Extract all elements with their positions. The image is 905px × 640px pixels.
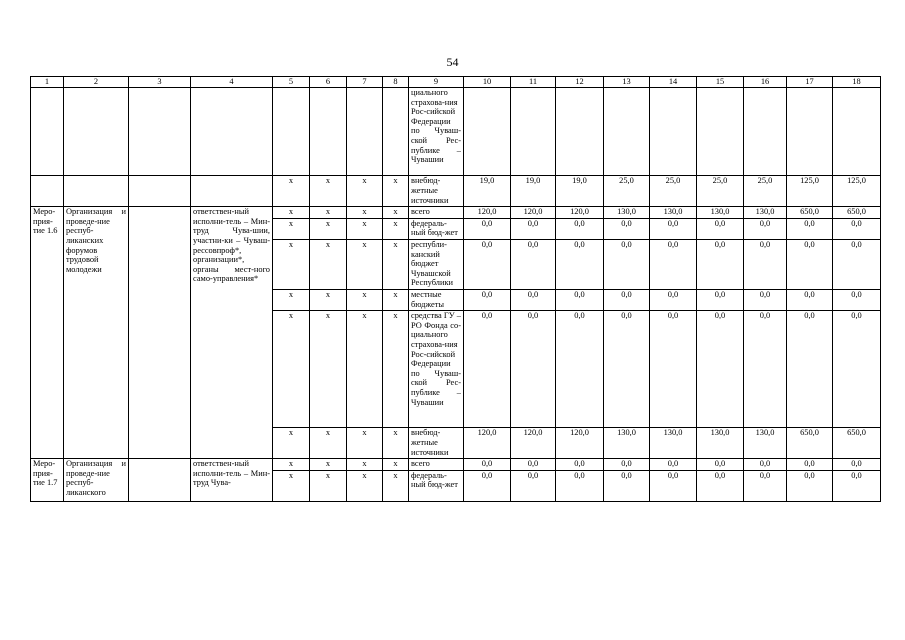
funding-source-cell: всего — [409, 459, 464, 471]
value-cell: 0,0 — [833, 459, 881, 471]
value-cell: 0,0 — [650, 470, 697, 501]
empty-cell — [464, 88, 511, 176]
value-cell: 0,0 — [464, 470, 511, 501]
value-cell: 0,0 — [604, 239, 650, 289]
x-mark-cell: x — [383, 289, 409, 310]
value-cell: 130,0 — [697, 428, 744, 459]
value-cell: 25,0 — [744, 176, 787, 207]
x-mark-cell: x — [347, 176, 383, 207]
event-id-cell: Меро-прия-тие 1.6 — [31, 207, 64, 459]
x-mark-cell: x — [310, 428, 347, 459]
page-number: 54 — [446, 55, 459, 69]
empty-cell — [650, 88, 697, 176]
value-cell: 0,0 — [604, 218, 650, 239]
empty-cell — [833, 88, 881, 176]
value-cell: 0,0 — [787, 218, 833, 239]
value-cell: 0,0 — [744, 218, 787, 239]
header-cell-4: 4 — [191, 77, 273, 88]
value-cell: 0,0 — [556, 311, 604, 428]
x-mark-cell: x — [347, 218, 383, 239]
value-cell: 0,0 — [464, 239, 511, 289]
header-cell-5: 5 — [273, 77, 310, 88]
budget-table — [30, 76, 881, 502]
value-cell: 0,0 — [604, 470, 650, 501]
value-cell: 0,0 — [556, 218, 604, 239]
header-cell-12: 12 — [556, 77, 604, 88]
value-cell: 0,0 — [744, 459, 787, 471]
value-cell: 0,0 — [787, 470, 833, 501]
value-cell: 25,0 — [604, 176, 650, 207]
value-cell: 0,0 — [833, 218, 881, 239]
value-cell: 650,0 — [833, 207, 881, 219]
header-cell-14: 14 — [650, 77, 697, 88]
value-cell: 0,0 — [511, 311, 556, 428]
value-cell: 120,0 — [464, 428, 511, 459]
empty-cell — [787, 88, 833, 176]
value-cell: 130,0 — [650, 207, 697, 219]
value-cell: 120,0 — [511, 207, 556, 219]
value-cell: 0,0 — [833, 470, 881, 501]
funding-source-cell: федераль-ный бюд-жет — [409, 218, 464, 239]
x-mark-cell: x — [383, 218, 409, 239]
value-cell: 0,0 — [697, 470, 744, 501]
event-id-cell: Меро-прия-тие 1.7 — [31, 459, 64, 501]
header-cell-18: 18 — [833, 77, 881, 88]
value-cell: 19,0 — [556, 176, 604, 207]
x-mark-cell: x — [310, 207, 347, 219]
x-mark-cell: x — [273, 459, 310, 471]
table-row — [31, 207, 881, 219]
value-cell: 0,0 — [604, 289, 650, 310]
table-row — [31, 88, 881, 176]
empty-cell — [347, 88, 383, 176]
value-cell: 130,0 — [604, 207, 650, 219]
header-cell-2: 2 — [64, 77, 129, 88]
value-cell: 0,0 — [697, 218, 744, 239]
value-cell: 0,0 — [833, 311, 881, 428]
x-mark-cell: x — [347, 428, 383, 459]
x-mark-cell: x — [310, 218, 347, 239]
value-cell: 19,0 — [464, 176, 511, 207]
value-cell: 130,0 — [604, 428, 650, 459]
empty-cell — [129, 88, 191, 176]
empty-cell — [697, 88, 744, 176]
value-cell: 0,0 — [650, 289, 697, 310]
value-cell: 0,0 — [556, 470, 604, 501]
value-cell: 25,0 — [697, 176, 744, 207]
value-cell: 0,0 — [650, 311, 697, 428]
value-cell: 0,0 — [604, 459, 650, 471]
empty-cell — [273, 88, 310, 176]
x-mark-cell: x — [273, 176, 310, 207]
value-cell: 130,0 — [744, 207, 787, 219]
empty-cell — [129, 207, 191, 459]
header-cell-7: 7 — [347, 77, 383, 88]
empty-cell — [556, 88, 604, 176]
value-cell: 0,0 — [511, 289, 556, 310]
value-cell: 0,0 — [833, 239, 881, 289]
x-mark-cell: x — [347, 459, 383, 471]
event-title-cell: Организация и проведе-ние респуб-ликанских форумов трудовой молодежи — [64, 207, 129, 459]
value-cell: 650,0 — [787, 428, 833, 459]
x-mark-cell: x — [347, 470, 383, 501]
empty-cell — [31, 176, 64, 207]
value-cell: 0,0 — [556, 289, 604, 310]
empty-cell — [129, 176, 191, 207]
value-cell: 0,0 — [697, 311, 744, 428]
header-cell-3: 3 — [129, 77, 191, 88]
empty-cell — [511, 88, 556, 176]
value-cell: 25,0 — [650, 176, 697, 207]
empty-cell — [604, 88, 650, 176]
x-mark-cell: x — [383, 176, 409, 207]
value-cell: 0,0 — [787, 289, 833, 310]
value-cell: 0,0 — [556, 459, 604, 471]
value-cell: 0,0 — [511, 218, 556, 239]
event-title-cell: Организация и проведе-ние респуб-ликанского — [64, 459, 129, 501]
x-mark-cell: x — [383, 239, 409, 289]
table-row — [31, 176, 881, 207]
x-mark-cell: x — [347, 207, 383, 219]
header-cell-1: 1 — [31, 77, 64, 88]
value-cell: 130,0 — [744, 428, 787, 459]
value-cell: 0,0 — [744, 289, 787, 310]
executor-cell: ответствен-ный исполни-тель – Мин-труд Чува-шии, участни-ки – Чуваш-рессовпроф*, организации*, органы мест-ного само-управления* — [191, 207, 273, 459]
empty-cell — [129, 459, 191, 501]
x-mark-cell: x — [383, 207, 409, 219]
value-cell: 120,0 — [556, 428, 604, 459]
executor-cell: ответствен-ный исполни-тель – Мин-труд Чува- — [191, 459, 273, 501]
header-cell-13: 13 — [604, 77, 650, 88]
funding-source-cell: внебюд-жетные источники — [409, 176, 464, 207]
header-cell-16: 16 — [744, 77, 787, 88]
value-cell: 650,0 — [787, 207, 833, 219]
empty-cell — [744, 88, 787, 176]
x-mark-cell: x — [273, 311, 310, 428]
value-cell: 0,0 — [464, 289, 511, 310]
value-cell: 650,0 — [833, 428, 881, 459]
x-mark-cell: x — [310, 459, 347, 471]
value-cell: 0,0 — [464, 218, 511, 239]
value-cell: 0,0 — [744, 470, 787, 501]
value-cell: 0,0 — [787, 239, 833, 289]
x-mark-cell: x — [383, 470, 409, 501]
x-mark-cell: x — [273, 470, 310, 501]
value-cell: 130,0 — [697, 207, 744, 219]
x-mark-cell: x — [310, 239, 347, 289]
value-cell: 0,0 — [511, 470, 556, 501]
empty-cell — [64, 88, 129, 176]
value-cell: 0,0 — [697, 289, 744, 310]
x-mark-cell: x — [347, 311, 383, 428]
funding-source-cell: циального страхова-ния Рос-сийской Федерации по Чуваш-ской Рес-публике – Чувашии — [409, 88, 464, 176]
header-cell-17: 17 — [787, 77, 833, 88]
value-cell: 120,0 — [511, 428, 556, 459]
x-mark-cell: x — [347, 289, 383, 310]
value-cell: 0,0 — [744, 239, 787, 289]
value-cell: 0,0 — [604, 311, 650, 428]
value-cell: 0,0 — [464, 459, 511, 471]
value-cell: 0,0 — [744, 311, 787, 428]
header-cell-15: 15 — [697, 77, 744, 88]
table-row — [31, 459, 881, 471]
value-cell: 0,0 — [650, 239, 697, 289]
value-cell: 130,0 — [650, 428, 697, 459]
empty-cell — [64, 176, 129, 207]
x-mark-cell: x — [310, 311, 347, 428]
x-mark-cell: x — [310, 176, 347, 207]
header-cell-6: 6 — [310, 77, 347, 88]
funding-source-cell: внебюд-жетные источники — [409, 428, 464, 459]
value-cell: 0,0 — [556, 239, 604, 289]
value-cell: 0,0 — [464, 311, 511, 428]
value-cell: 0,0 — [697, 459, 744, 471]
x-mark-cell: x — [273, 218, 310, 239]
x-mark-cell: x — [273, 428, 310, 459]
value-cell: 0,0 — [650, 218, 697, 239]
header-cell-9: 9 — [409, 77, 464, 88]
value-cell: 0,0 — [511, 239, 556, 289]
x-mark-cell: x — [310, 470, 347, 501]
value-cell: 120,0 — [556, 207, 604, 219]
x-mark-cell: x — [273, 289, 310, 310]
value-cell: 0,0 — [833, 289, 881, 310]
x-mark-cell: x — [310, 289, 347, 310]
value-cell: 0,0 — [787, 311, 833, 428]
funding-source-cell: местные бюджеты — [409, 289, 464, 310]
empty-cell — [310, 88, 347, 176]
x-mark-cell: x — [383, 428, 409, 459]
value-cell: 120,0 — [464, 207, 511, 219]
funding-source-cell: федераль-ный бюд-жет — [409, 470, 464, 501]
value-cell: 0,0 — [697, 239, 744, 289]
header-cell-8: 8 — [383, 77, 409, 88]
x-mark-cell: x — [273, 239, 310, 289]
funding-source-cell: республи-канский бюджет Чувашской Республики — [409, 239, 464, 289]
empty-cell — [191, 88, 273, 176]
value-cell: 125,0 — [787, 176, 833, 207]
value-cell: 0,0 — [511, 459, 556, 471]
empty-cell — [191, 176, 273, 207]
header-cell-11: 11 — [511, 77, 556, 88]
value-cell: 125,0 — [833, 176, 881, 207]
empty-cell — [383, 88, 409, 176]
value-cell: 0,0 — [787, 459, 833, 471]
header-cell-10: 10 — [464, 77, 511, 88]
value-cell: 0,0 — [650, 459, 697, 471]
x-mark-cell: x — [383, 311, 409, 428]
x-mark-cell: x — [347, 239, 383, 289]
x-mark-cell: x — [383, 459, 409, 471]
value-cell: 19,0 — [511, 176, 556, 207]
funding-source-cell: всего — [409, 207, 464, 219]
funding-source-cell: средства ГУ – РО Фонда со-циального страхова-ния Рос-сийской Федерации по Чуваш-ской Рес-публике – Чувашии — [409, 311, 464, 428]
empty-cell — [31, 88, 64, 176]
x-mark-cell: x — [273, 207, 310, 219]
header-row — [31, 77, 881, 88]
